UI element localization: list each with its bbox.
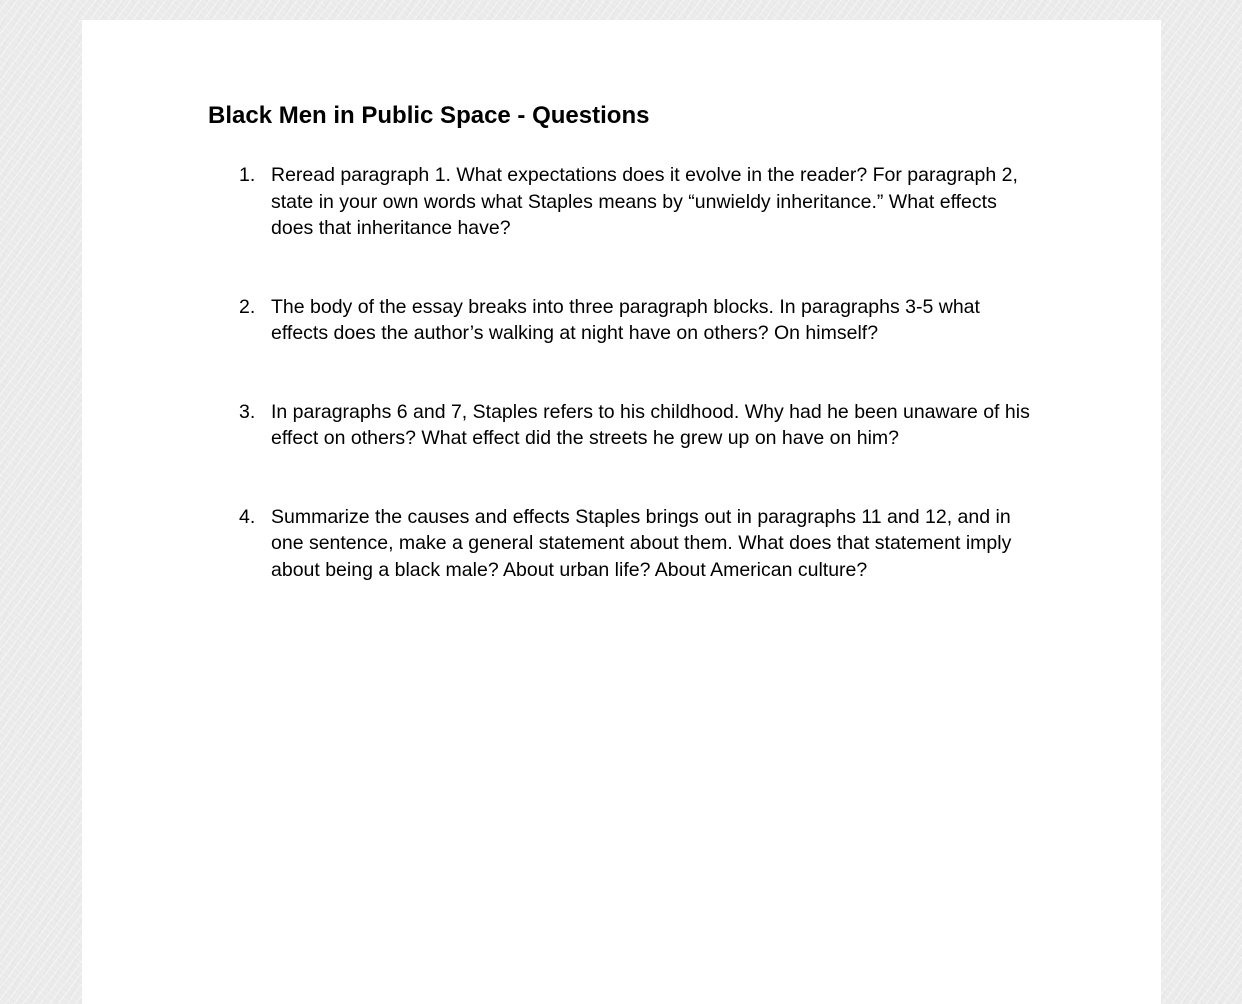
question-number: 4.: [239, 505, 256, 528]
question-number: 2.: [239, 295, 256, 318]
question-item: [230, 162, 1040, 242]
question-text: Reread paragraph 1. What expectations does it evolve in the reader? For paragraph 2, state in your own words what Staples means by “unwieldy inheritance.” What effects does that inheritance have?: [271, 164, 1018, 239]
document-title: Black Men in Public Space - Questions: [208, 102, 650, 129]
question-text: Summarize the causes and effects Staples brings out in paragraphs 11 and 12, and in one sentence, make a general statement about them. What does that statement imply about being a black male? About urban life? About American culture?: [271, 505, 1012, 581]
document-page: [82, 20, 1161, 1004]
question-item: [230, 504, 1040, 584]
question-number: 1.: [239, 164, 256, 186]
question-text: The body of the essay breaks into three paragraph blocks. In paragraphs 3-5 what effects does the author’s walking at night have on others? On himself?: [271, 295, 980, 344]
question-item: [230, 294, 1040, 347]
question-list: [230, 162, 1040, 635]
question-text: In paragraphs 6 and 7, Staples refers to his childhood. Why had he been unaware of his effect on others? What effect did the streets he grew up on have on him?: [271, 400, 1030, 449]
question-item: [230, 399, 1040, 452]
question-number: 3.: [239, 400, 256, 423]
